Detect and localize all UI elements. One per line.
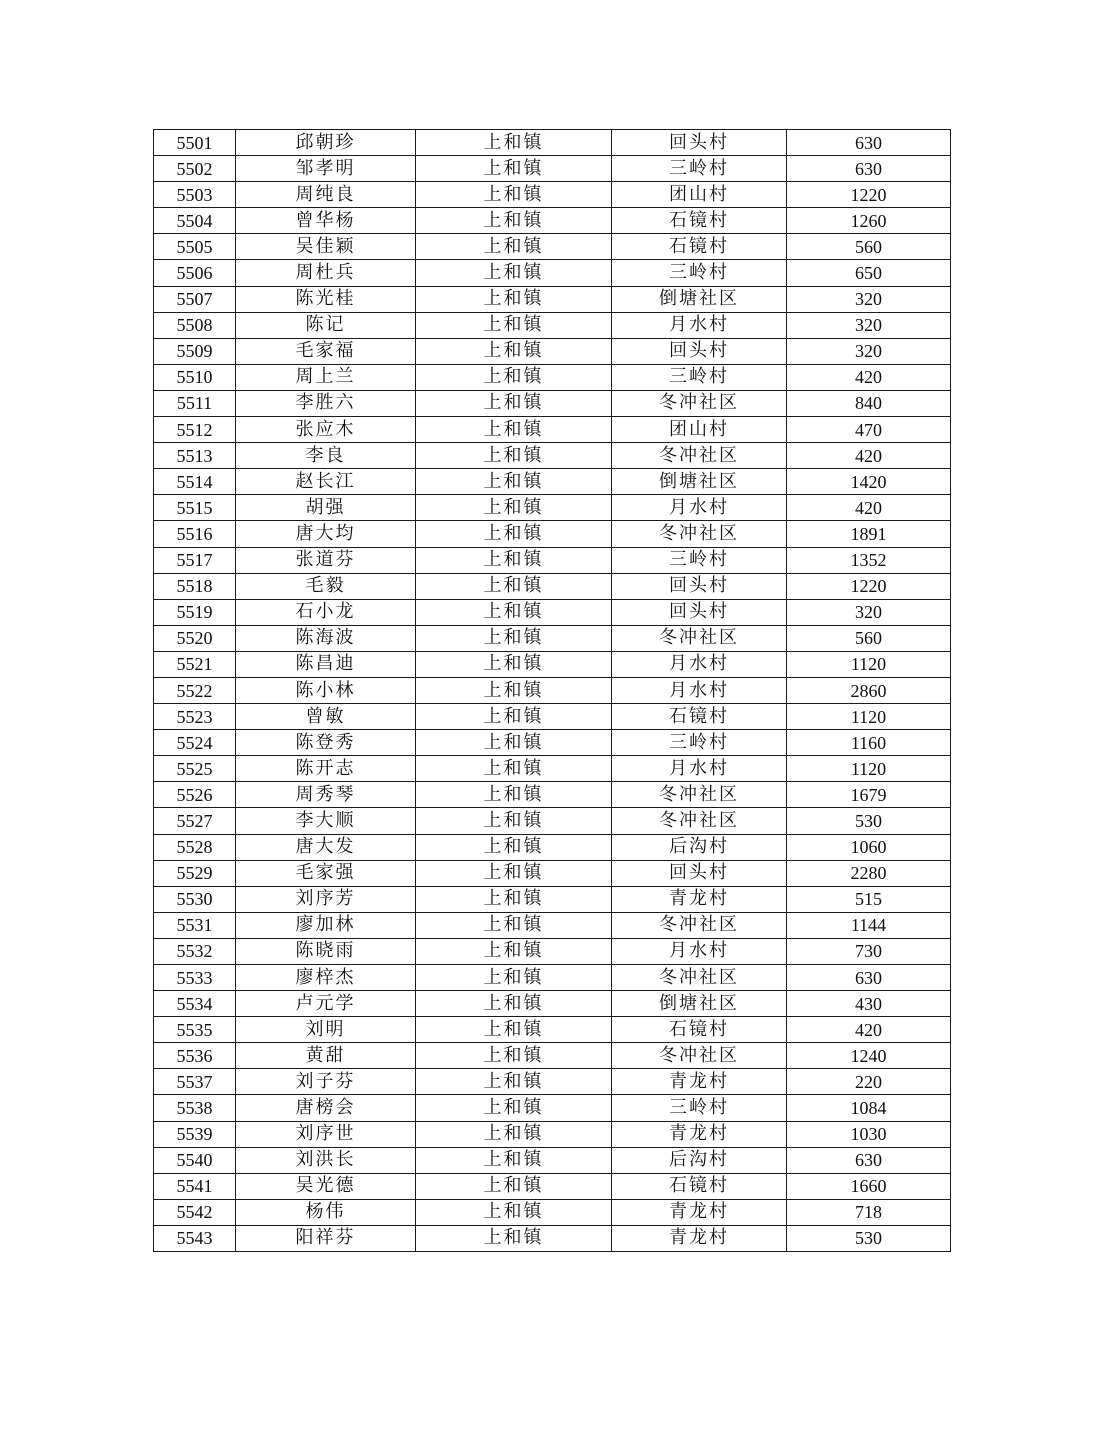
table-row <box>154 338 951 364</box>
amount-cell: 560 <box>787 234 951 260</box>
amount-cell: 530 <box>787 1225 951 1251</box>
table-row <box>154 651 951 677</box>
row-number-cell: 5533 <box>154 965 236 991</box>
row-number-cell: 5534 <box>154 991 236 1017</box>
name-cell: 卢元学 <box>236 991 416 1017</box>
village-cell: 团山村 <box>612 182 787 208</box>
table-row <box>154 495 951 521</box>
name-cell: 陈海波 <box>236 625 416 651</box>
amount-cell: 1060 <box>787 834 951 860</box>
village-cell: 回头村 <box>612 338 787 364</box>
table-row <box>154 390 951 416</box>
town-cell: 上和镇 <box>416 1147 612 1173</box>
town-cell: 上和镇 <box>416 1173 612 1199</box>
table-row <box>154 234 951 260</box>
table-row <box>154 260 951 286</box>
name-cell: 陈光桂 <box>236 286 416 312</box>
table-row <box>154 521 951 547</box>
town-cell: 上和镇 <box>416 234 612 260</box>
table-row <box>154 1225 951 1251</box>
name-cell: 周杜兵 <box>236 260 416 286</box>
name-cell: 李良 <box>236 443 416 469</box>
table-row <box>154 886 951 912</box>
name-cell: 黄甜 <box>236 1043 416 1069</box>
table-row <box>154 782 951 808</box>
name-cell: 李胜六 <box>236 390 416 416</box>
amount-cell: 1240 <box>787 1043 951 1069</box>
table-row <box>154 286 951 312</box>
name-cell: 廖加林 <box>236 912 416 938</box>
table-row <box>154 312 951 338</box>
row-number-cell: 5529 <box>154 860 236 886</box>
amount-cell: 220 <box>787 1069 951 1095</box>
village-cell: 冬冲社区 <box>612 521 787 547</box>
village-cell: 回头村 <box>612 130 787 156</box>
row-number-cell: 5523 <box>154 704 236 730</box>
village-cell: 青龙村 <box>612 1069 787 1095</box>
row-number-cell: 5538 <box>154 1095 236 1121</box>
name-cell: 张应木 <box>236 417 416 443</box>
table-row <box>154 1147 951 1173</box>
town-cell: 上和镇 <box>416 965 612 991</box>
village-cell: 冬冲社区 <box>612 443 787 469</box>
village-cell: 月水村 <box>612 938 787 964</box>
town-cell: 上和镇 <box>416 1017 612 1043</box>
town-cell: 上和镇 <box>416 730 612 756</box>
table-row <box>154 730 951 756</box>
row-number-cell: 5527 <box>154 808 236 834</box>
row-number-cell: 5531 <box>154 912 236 938</box>
table-row <box>154 625 951 651</box>
name-cell: 李大顺 <box>236 808 416 834</box>
name-cell: 邹孝明 <box>236 156 416 182</box>
village-cell: 冬冲社区 <box>612 782 787 808</box>
name-cell: 唐大均 <box>236 521 416 547</box>
row-number-cell: 5510 <box>154 364 236 390</box>
name-cell: 曾敏 <box>236 704 416 730</box>
village-cell: 三岭村 <box>612 1095 787 1121</box>
name-cell: 陈昌迪 <box>236 651 416 677</box>
village-cell: 三岭村 <box>612 730 787 756</box>
town-cell: 上和镇 <box>416 208 612 234</box>
table-row <box>154 756 951 782</box>
amount-cell: 530 <box>787 808 951 834</box>
row-number-cell: 5543 <box>154 1225 236 1251</box>
village-cell: 青龙村 <box>612 886 787 912</box>
row-number-cell: 5540 <box>154 1147 236 1173</box>
row-number-cell: 5535 <box>154 1017 236 1043</box>
amount-cell: 1352 <box>787 547 951 573</box>
town-cell: 上和镇 <box>416 130 612 156</box>
town-cell: 上和镇 <box>416 756 612 782</box>
village-cell: 月水村 <box>612 651 787 677</box>
amount-cell: 1030 <box>787 1121 951 1147</box>
village-cell: 青龙村 <box>612 1225 787 1251</box>
row-number-cell: 5539 <box>154 1121 236 1147</box>
amount-cell: 1260 <box>787 208 951 234</box>
village-cell: 回头村 <box>612 860 787 886</box>
town-cell: 上和镇 <box>416 417 612 443</box>
amount-cell: 840 <box>787 390 951 416</box>
table-row <box>154 834 951 860</box>
amount-cell: 630 <box>787 156 951 182</box>
village-cell: 回头村 <box>612 573 787 599</box>
town-cell: 上和镇 <box>416 677 612 703</box>
town-cell: 上和镇 <box>416 1121 612 1147</box>
village-cell: 月水村 <box>612 677 787 703</box>
amount-cell: 420 <box>787 495 951 521</box>
town-cell: 上和镇 <box>416 938 612 964</box>
town-cell: 上和镇 <box>416 886 612 912</box>
village-cell: 冬冲社区 <box>612 390 787 416</box>
name-cell: 石小龙 <box>236 599 416 625</box>
row-number-cell: 5532 <box>154 938 236 964</box>
village-cell: 后沟村 <box>612 1147 787 1173</box>
amount-cell: 1420 <box>787 469 951 495</box>
town-cell: 上和镇 <box>416 860 612 886</box>
table-row <box>154 443 951 469</box>
table-row <box>154 1121 951 1147</box>
name-cell: 廖梓杰 <box>236 965 416 991</box>
town-cell: 上和镇 <box>416 521 612 547</box>
name-cell: 赵长江 <box>236 469 416 495</box>
name-cell: 刘子芬 <box>236 1069 416 1095</box>
town-cell: 上和镇 <box>416 625 612 651</box>
table-row <box>154 364 951 390</box>
amount-cell: 1084 <box>787 1095 951 1121</box>
town-cell: 上和镇 <box>416 808 612 834</box>
amount-cell: 1144 <box>787 912 951 938</box>
amount-cell: 718 <box>787 1199 951 1225</box>
row-number-cell: 5504 <box>154 208 236 234</box>
table-row <box>154 1095 951 1121</box>
table-row <box>154 469 951 495</box>
table-row <box>154 130 951 156</box>
village-cell: 三岭村 <box>612 260 787 286</box>
town-cell: 上和镇 <box>416 599 612 625</box>
amount-cell: 730 <box>787 938 951 964</box>
name-cell: 陈小林 <box>236 677 416 703</box>
row-number-cell: 5515 <box>154 495 236 521</box>
name-cell: 陈晓雨 <box>236 938 416 964</box>
name-cell: 陈登秀 <box>236 730 416 756</box>
amount-cell: 320 <box>787 286 951 312</box>
town-cell: 上和镇 <box>416 364 612 390</box>
village-cell: 冬冲社区 <box>612 965 787 991</box>
amount-cell: 1160 <box>787 730 951 756</box>
village-cell: 月水村 <box>612 495 787 521</box>
village-cell: 月水村 <box>612 312 787 338</box>
amount-cell: 1220 <box>787 182 951 208</box>
row-number-cell: 5524 <box>154 730 236 756</box>
name-cell: 邱朝珍 <box>236 130 416 156</box>
village-cell: 石镜村 <box>612 1173 787 1199</box>
village-cell: 石镜村 <box>612 234 787 260</box>
row-number-cell: 5514 <box>154 469 236 495</box>
row-number-cell: 5517 <box>154 547 236 573</box>
village-cell: 团山村 <box>612 417 787 443</box>
town-cell: 上和镇 <box>416 991 612 1017</box>
town-cell: 上和镇 <box>416 286 612 312</box>
town-cell: 上和镇 <box>416 182 612 208</box>
row-number-cell: 5513 <box>154 443 236 469</box>
row-number-cell: 5521 <box>154 651 236 677</box>
town-cell: 上和镇 <box>416 260 612 286</box>
amount-cell: 560 <box>787 625 951 651</box>
name-cell: 吴佳颖 <box>236 234 416 260</box>
amount-cell: 2280 <box>787 860 951 886</box>
town-cell: 上和镇 <box>416 547 612 573</box>
table-row <box>154 1017 951 1043</box>
amount-cell: 1120 <box>787 651 951 677</box>
row-number-cell: 5525 <box>154 756 236 782</box>
row-number-cell: 5530 <box>154 886 236 912</box>
amount-cell: 470 <box>787 417 951 443</box>
table-row <box>154 1173 951 1199</box>
village-cell: 月水村 <box>612 756 787 782</box>
table-row <box>154 938 951 964</box>
village-cell: 三岭村 <box>612 156 787 182</box>
amount-cell: 2860 <box>787 677 951 703</box>
row-number-cell: 5522 <box>154 677 236 703</box>
village-cell: 三岭村 <box>612 547 787 573</box>
table-row <box>154 182 951 208</box>
table-row <box>154 208 951 234</box>
row-number-cell: 5505 <box>154 234 236 260</box>
village-cell: 三岭村 <box>612 364 787 390</box>
table-row <box>154 547 951 573</box>
amount-cell: 420 <box>787 364 951 390</box>
amount-cell: 630 <box>787 965 951 991</box>
row-number-cell: 5526 <box>154 782 236 808</box>
name-cell: 刘序世 <box>236 1121 416 1147</box>
town-cell: 上和镇 <box>416 469 612 495</box>
amount-cell: 1120 <box>787 704 951 730</box>
village-cell: 回头村 <box>612 599 787 625</box>
name-cell: 张道芬 <box>236 547 416 573</box>
row-number-cell: 5536 <box>154 1043 236 1069</box>
table-row <box>154 1069 951 1095</box>
table-row <box>154 965 951 991</box>
row-number-cell: 5507 <box>154 286 236 312</box>
name-cell: 唐大发 <box>236 834 416 860</box>
name-cell: 周纯良 <box>236 182 416 208</box>
village-cell: 冬冲社区 <box>612 625 787 651</box>
table-row <box>154 1199 951 1225</box>
town-cell: 上和镇 <box>416 1043 612 1069</box>
town-cell: 上和镇 <box>416 1069 612 1095</box>
village-cell: 倒塘社区 <box>612 469 787 495</box>
amount-cell: 650 <box>787 260 951 286</box>
village-cell: 石镜村 <box>612 208 787 234</box>
name-cell: 周上兰 <box>236 364 416 390</box>
name-cell: 刘序芳 <box>236 886 416 912</box>
name-cell: 唐榜会 <box>236 1095 416 1121</box>
village-cell: 冬冲社区 <box>612 808 787 834</box>
row-number-cell: 5541 <box>154 1173 236 1199</box>
name-cell: 胡强 <box>236 495 416 521</box>
amount-cell: 630 <box>787 130 951 156</box>
row-number-cell: 5508 <box>154 312 236 338</box>
amount-cell: 630 <box>787 1147 951 1173</box>
village-cell: 冬冲社区 <box>612 912 787 938</box>
amount-cell: 1660 <box>787 1173 951 1199</box>
table-row <box>154 417 951 443</box>
row-number-cell: 5537 <box>154 1069 236 1095</box>
village-cell: 冬冲社区 <box>612 1043 787 1069</box>
row-number-cell: 5501 <box>154 130 236 156</box>
amount-cell: 420 <box>787 1017 951 1043</box>
row-number-cell: 5506 <box>154 260 236 286</box>
row-number-cell: 5512 <box>154 417 236 443</box>
village-cell: 石镜村 <box>612 1017 787 1043</box>
name-cell: 刘明 <box>236 1017 416 1043</box>
amount-cell: 320 <box>787 599 951 625</box>
town-cell: 上和镇 <box>416 1095 612 1121</box>
name-cell: 陈开志 <box>236 756 416 782</box>
town-cell: 上和镇 <box>416 156 612 182</box>
table-row <box>154 1043 951 1069</box>
name-cell: 毛家强 <box>236 860 416 886</box>
row-number-cell: 5511 <box>154 390 236 416</box>
row-number-cell: 5518 <box>154 573 236 599</box>
town-cell: 上和镇 <box>416 1225 612 1251</box>
town-cell: 上和镇 <box>416 573 612 599</box>
amount-cell: 1220 <box>787 573 951 599</box>
name-cell: 杨伟 <box>236 1199 416 1225</box>
name-cell: 毛家福 <box>236 338 416 364</box>
amount-cell: 1679 <box>787 782 951 808</box>
village-cell: 石镜村 <box>612 704 787 730</box>
village-cell: 后沟村 <box>612 834 787 860</box>
amount-cell: 515 <box>787 886 951 912</box>
town-cell: 上和镇 <box>416 495 612 521</box>
table-row <box>154 860 951 886</box>
name-cell: 周秀琴 <box>236 782 416 808</box>
roster-table-body <box>154 130 951 1252</box>
row-number-cell: 5542 <box>154 1199 236 1225</box>
name-cell: 陈记 <box>236 312 416 338</box>
town-cell: 上和镇 <box>416 912 612 938</box>
row-number-cell: 5509 <box>154 338 236 364</box>
name-cell: 毛毅 <box>236 573 416 599</box>
village-cell: 倒塘社区 <box>612 991 787 1017</box>
table-row <box>154 156 951 182</box>
table-row <box>154 677 951 703</box>
table-row <box>154 573 951 599</box>
village-cell: 青龙村 <box>612 1121 787 1147</box>
table-row <box>154 912 951 938</box>
row-number-cell: 5502 <box>154 156 236 182</box>
amount-cell: 1891 <box>787 521 951 547</box>
town-cell: 上和镇 <box>416 312 612 338</box>
town-cell: 上和镇 <box>416 834 612 860</box>
name-cell: 阳祥芬 <box>236 1225 416 1251</box>
table-row <box>154 808 951 834</box>
town-cell: 上和镇 <box>416 651 612 677</box>
amount-cell: 430 <box>787 991 951 1017</box>
row-number-cell: 5503 <box>154 182 236 208</box>
village-cell: 倒塘社区 <box>612 286 787 312</box>
row-number-cell: 5516 <box>154 521 236 547</box>
town-cell: 上和镇 <box>416 390 612 416</box>
table-row <box>154 704 951 730</box>
row-number-cell: 5528 <box>154 834 236 860</box>
town-cell: 上和镇 <box>416 338 612 364</box>
row-number-cell: 5520 <box>154 625 236 651</box>
amount-cell: 1120 <box>787 756 951 782</box>
town-cell: 上和镇 <box>416 443 612 469</box>
table-row <box>154 991 951 1017</box>
row-number-cell: 5519 <box>154 599 236 625</box>
amount-cell: 420 <box>787 443 951 469</box>
name-cell: 刘洪长 <box>236 1147 416 1173</box>
amount-cell: 320 <box>787 338 951 364</box>
town-cell: 上和镇 <box>416 1199 612 1225</box>
town-cell: 上和镇 <box>416 704 612 730</box>
amount-cell: 320 <box>787 312 951 338</box>
town-cell: 上和镇 <box>416 782 612 808</box>
village-cell: 青龙村 <box>612 1199 787 1225</box>
table-row <box>154 599 951 625</box>
roster-table <box>153 129 951 1252</box>
name-cell: 吴光德 <box>236 1173 416 1199</box>
name-cell: 曾华杨 <box>236 208 416 234</box>
